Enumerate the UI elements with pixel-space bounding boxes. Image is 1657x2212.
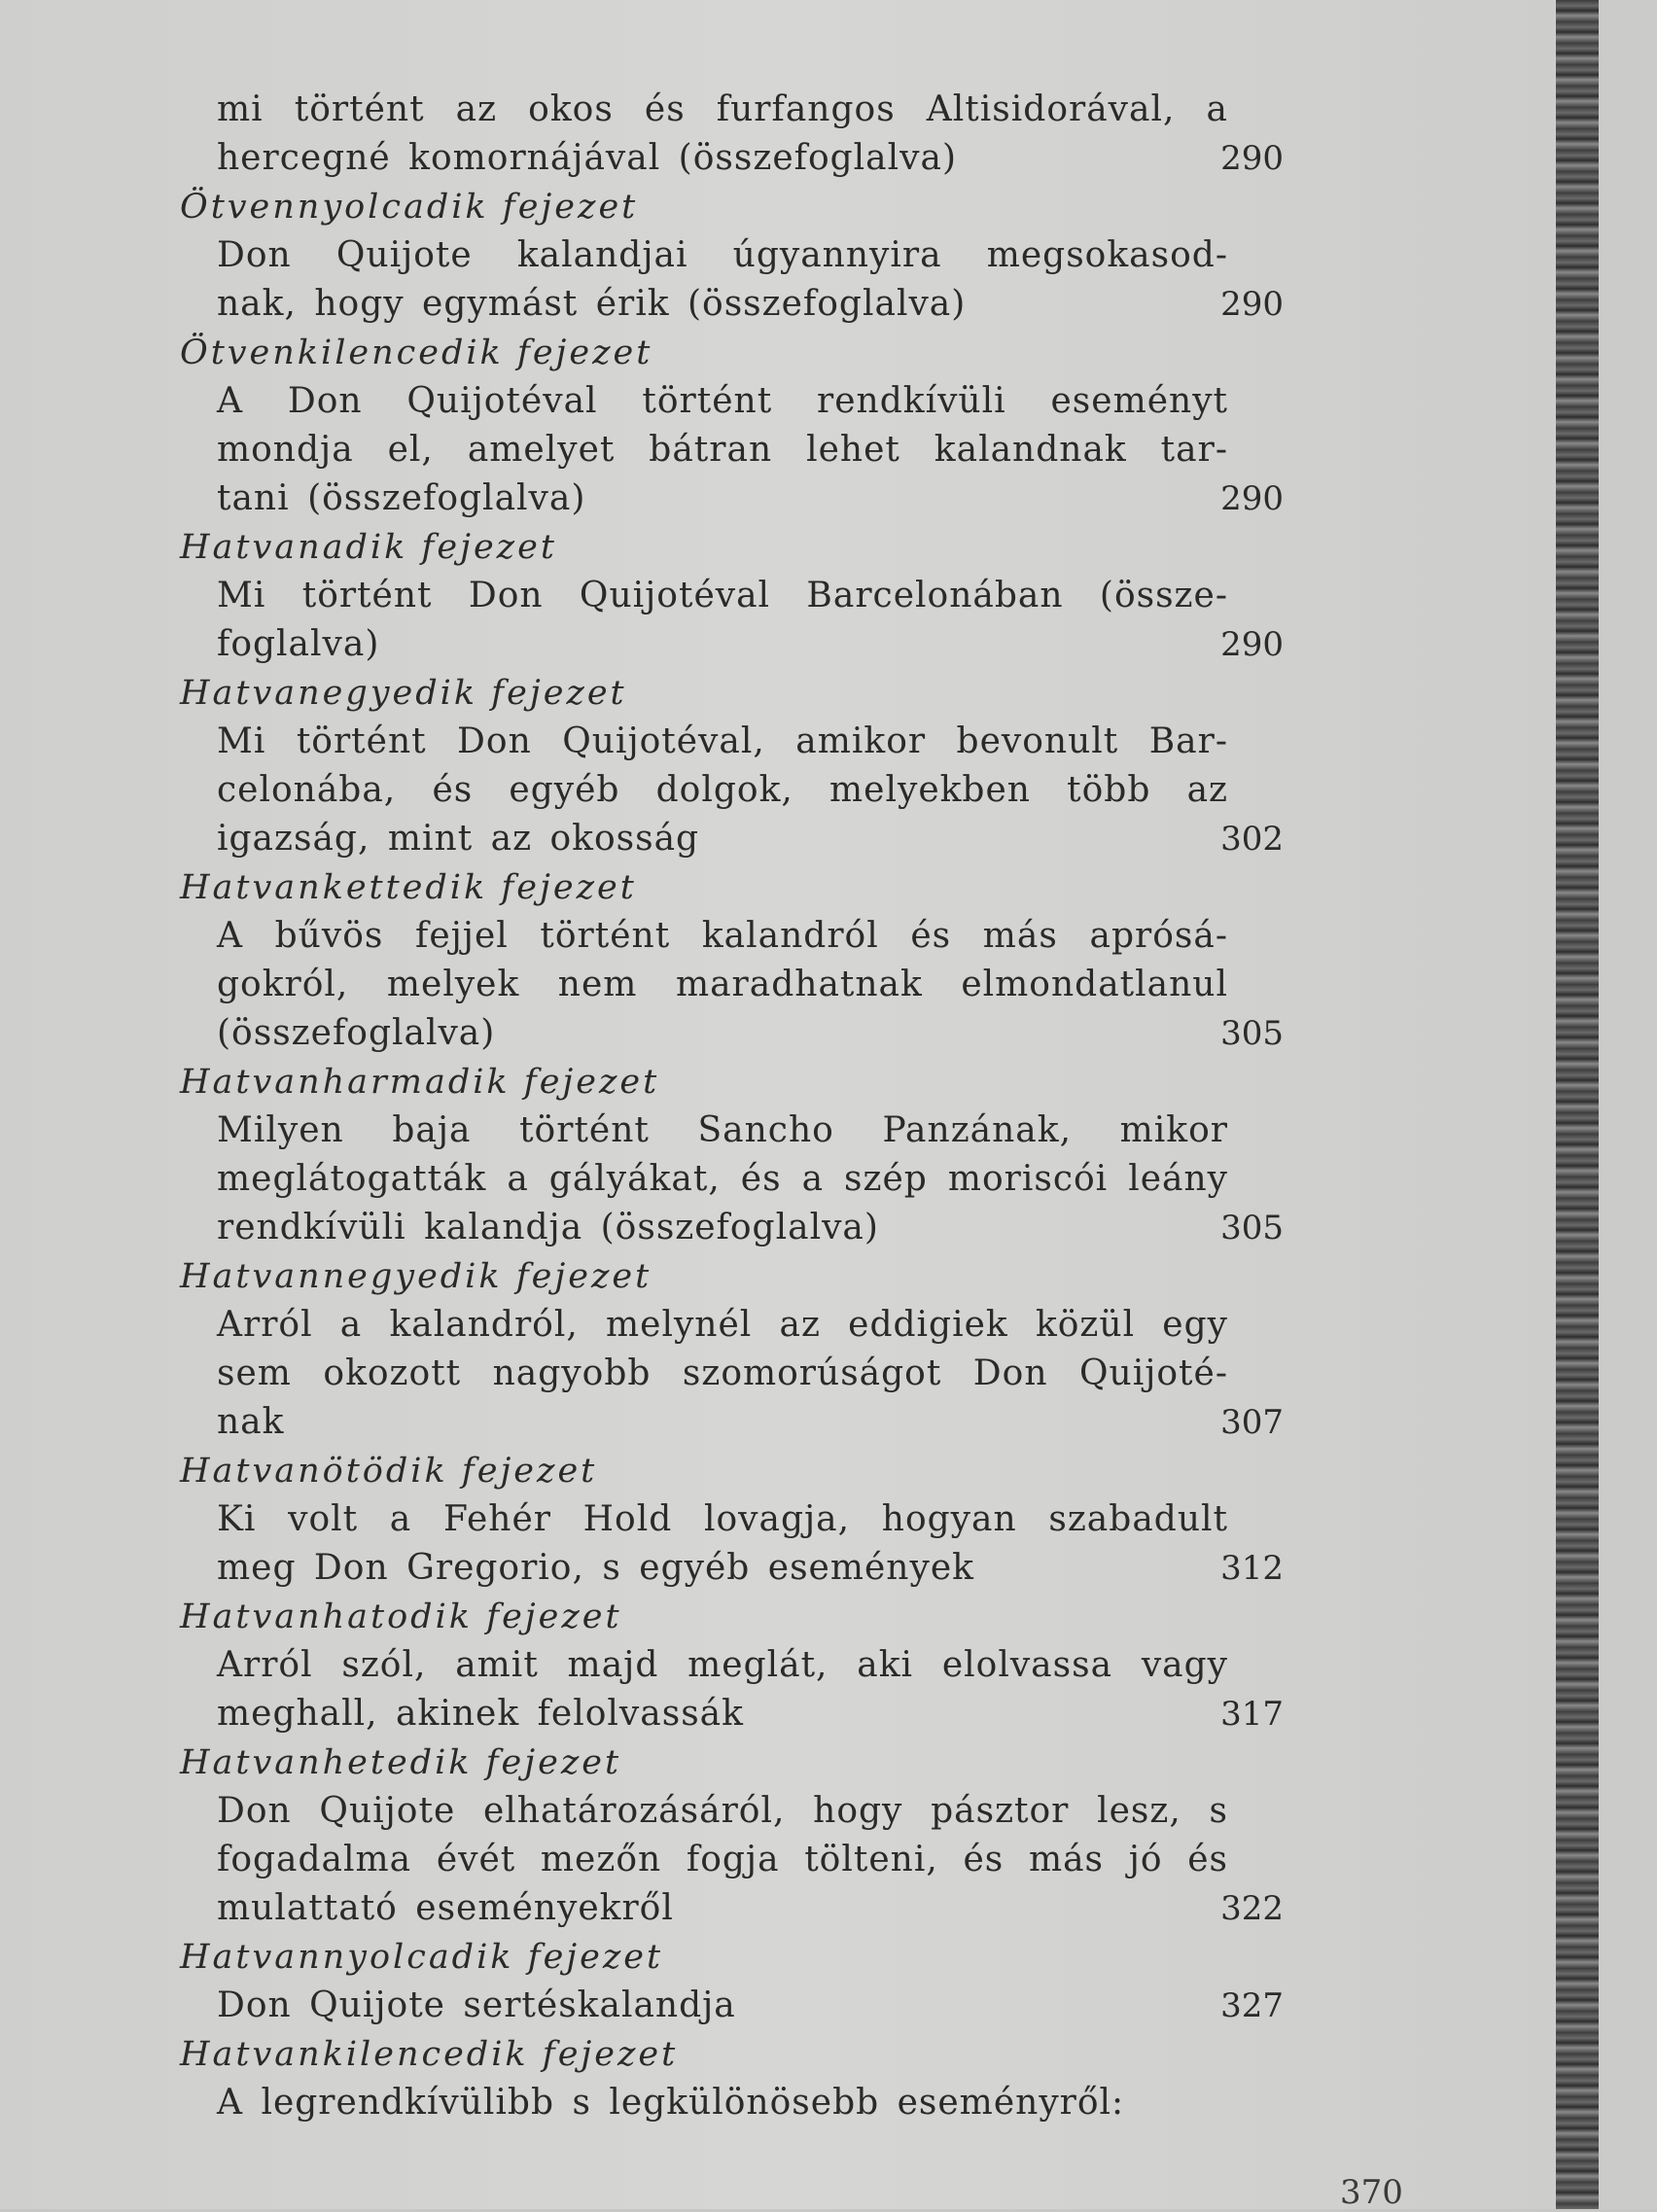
chapter-heading: Ötvenkilencedik fejezet bbox=[180, 334, 653, 372]
book-edge bbox=[1556, 0, 1599, 2209]
chapter-description-line: fogadalma évét mezőn fogja tölteni, és más jó és bbox=[217, 1840, 1228, 1879]
toc-entry bbox=[180, 1738, 1284, 1933]
chapter-description-line: mulattató eseményekről bbox=[217, 1888, 674, 1928]
chapter-description-line: Mi történt Don Quijotéval Barcelonában (össze- bbox=[217, 576, 1228, 615]
toc-entry bbox=[180, 1593, 1284, 1738]
chapter-heading: Hatvanhetedik fejezet bbox=[180, 1743, 622, 1782]
chapter-description-line: Arról a kalandról, melynél az eddigiek közül egy bbox=[217, 1305, 1228, 1345]
chapter-description-line: Arról szól, amit majd meglát, aki elolvassa vagy bbox=[217, 1645, 1228, 1685]
chapter-description-line: A Don Quijotéval történt rendkívüli eseményt bbox=[217, 381, 1228, 421]
toc-entry bbox=[180, 1058, 1284, 1252]
toc-entry bbox=[180, 86, 1284, 183]
toc-entry bbox=[180, 1252, 1284, 1447]
table-of-contents bbox=[180, 86, 1284, 2127]
page-reference: 307 bbox=[1220, 1403, 1284, 1442]
chapter-description-line: mi történt az okos és furfangos Altisidorával, a bbox=[217, 89, 1228, 129]
chapter-description-line: meg Don Gregorio, s egyéb események bbox=[217, 1548, 974, 1588]
chapter-description-line: meghall, akinek felolvassák bbox=[217, 1694, 744, 1734]
chapter-heading: Hatvannegyedik fejezet bbox=[180, 1257, 652, 1296]
toc-entry bbox=[180, 1933, 1284, 2030]
chapter-description-line: tani (összefoglalva) bbox=[217, 478, 586, 518]
chapter-description-line: sem okozott nagyobb szomorúságot Don Quijoté- bbox=[217, 1353, 1228, 1393]
chapter-description-line: Don Quijote kalandjai úgyannyira megsokasod- bbox=[217, 235, 1228, 275]
toc-entry bbox=[180, 669, 1284, 863]
page-reference: 312 bbox=[1220, 1549, 1284, 1588]
toc-entry bbox=[180, 1447, 1284, 1593]
chapter-description-line: meglátogatták a gályákat, és a szép moriscói leány bbox=[217, 1159, 1228, 1199]
chapter-description-line: nak bbox=[217, 1402, 285, 1442]
toc-entry bbox=[180, 329, 1284, 523]
chapter-description-line: celonába, és egyéb dolgok, melyekben több az bbox=[217, 770, 1228, 810]
chapter-heading: Hatvanötödik fejezet bbox=[180, 1452, 598, 1491]
chapter-heading: Hatvanhatodik fejezet bbox=[180, 1598, 622, 1636]
toc-entry bbox=[180, 863, 1284, 1058]
chapter-description-line: Ki volt a Fehér Hold lovagja, hogyan szabadult bbox=[217, 1499, 1228, 1539]
chapter-heading: Hatvanharmadik fejezet bbox=[180, 1063, 660, 1102]
chapter-description-line: gokról, melyek nem maradhatnak elmondatlanul bbox=[217, 965, 1228, 1004]
chapter-heading: Hatvanegyedik fejezet bbox=[180, 674, 627, 713]
chapter-description-line: Don Quijote sertéskalandja bbox=[217, 1985, 736, 2025]
chapter-heading: Hatvankettedik fejezet bbox=[180, 868, 637, 907]
chapter-heading: Ötvennyolcadik fejezet bbox=[180, 188, 639, 227]
chapter-heading: Hatvanadik fejezet bbox=[180, 528, 557, 567]
page-reference: 290 bbox=[1220, 479, 1284, 518]
chapter-description-line: Milyen baja történt Sancho Panzának, mikor bbox=[217, 1110, 1228, 1150]
chapter-description-line: nak, hogy egymást érik (összefoglalva) bbox=[217, 284, 967, 324]
page-reference: 305 bbox=[1220, 1209, 1284, 1247]
chapter-description-line: A legrendkívülibb s legkülönösebb eseményről: bbox=[217, 2083, 1125, 2123]
chapter-description-line: mondja el, amelyet bátran lehet kalandnak tar- bbox=[217, 430, 1228, 470]
page-reference: 322 bbox=[1220, 1889, 1284, 1928]
chapter-heading: Hatvannyolcadik fejezet bbox=[180, 1938, 664, 1977]
page-reference: 290 bbox=[1220, 625, 1284, 664]
chapter-heading: Hatvankilencedik fejezet bbox=[180, 2035, 679, 2074]
page-number: 370 bbox=[1340, 2173, 1403, 2212]
toc-entry bbox=[180, 523, 1284, 669]
page-reference: 302 bbox=[1220, 820, 1284, 859]
chapter-description-line: Don Quijote elhatározásáról, hogy pásztor lesz, s bbox=[217, 1791, 1228, 1831]
background-surface bbox=[1599, 0, 1657, 2209]
chapter-description-line: A bűvös fejjel történt kalandról és más aprósá- bbox=[217, 916, 1228, 956]
page-reference: 290 bbox=[1220, 139, 1284, 178]
chapter-description-line: foglalva) bbox=[217, 624, 380, 664]
chapter-description-line: igazság, mint az okosság bbox=[217, 819, 700, 859]
toc-entry bbox=[180, 2030, 1284, 2127]
page-reference: 290 bbox=[1220, 285, 1284, 324]
page-reference: 305 bbox=[1220, 1014, 1284, 1053]
chapter-description-line: Mi történt Don Quijotéval, amikor bevonult Bar- bbox=[217, 721, 1228, 761]
page-reference: 317 bbox=[1220, 1695, 1284, 1734]
chapter-description-line: (összefoglalva) bbox=[217, 1013, 496, 1053]
toc-entry bbox=[180, 183, 1284, 329]
chapter-description-line: rendkívüli kalandja (összefoglalva) bbox=[217, 1208, 879, 1247]
chapter-description-line: hercegné komornájával (összefoglalva) bbox=[217, 138, 958, 178]
page-reference: 327 bbox=[1220, 1986, 1284, 2025]
